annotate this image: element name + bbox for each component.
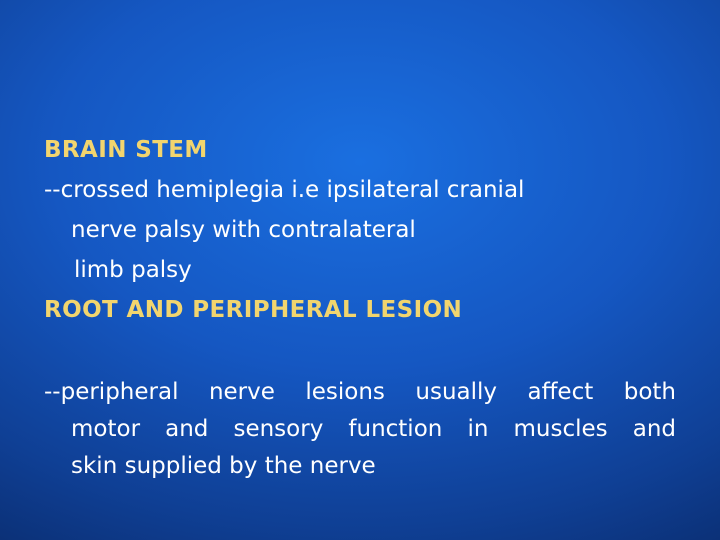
- root-section: [44, 290, 694, 330]
- root-text-line-3: skin supplied by the nerve: [71, 453, 376, 479]
- slide-body: [44, 130, 694, 485]
- paragraph-gap: [44, 330, 694, 374]
- root-text-line-2: motor and sensory function in muscles and: [71, 416, 676, 442]
- brainstem-section: [44, 130, 694, 290]
- brainstem-text-line-3: limb palsy: [74, 257, 192, 283]
- brainstem-text-line-2: nerve palsy with contralateral: [71, 217, 416, 243]
- brainstem-heading: BRAIN STEM: [44, 137, 208, 163]
- root-text-line-1: --peripheral nerve lesions usually affect both: [44, 379, 676, 405]
- brainstem-text-line-1: --crossed hemiplegia i.e ipsilateral cranial: [44, 177, 525, 203]
- root-heading: ROOT AND PERIPHERAL LESION: [44, 297, 463, 323]
- root-paragraph: [44, 374, 694, 485]
